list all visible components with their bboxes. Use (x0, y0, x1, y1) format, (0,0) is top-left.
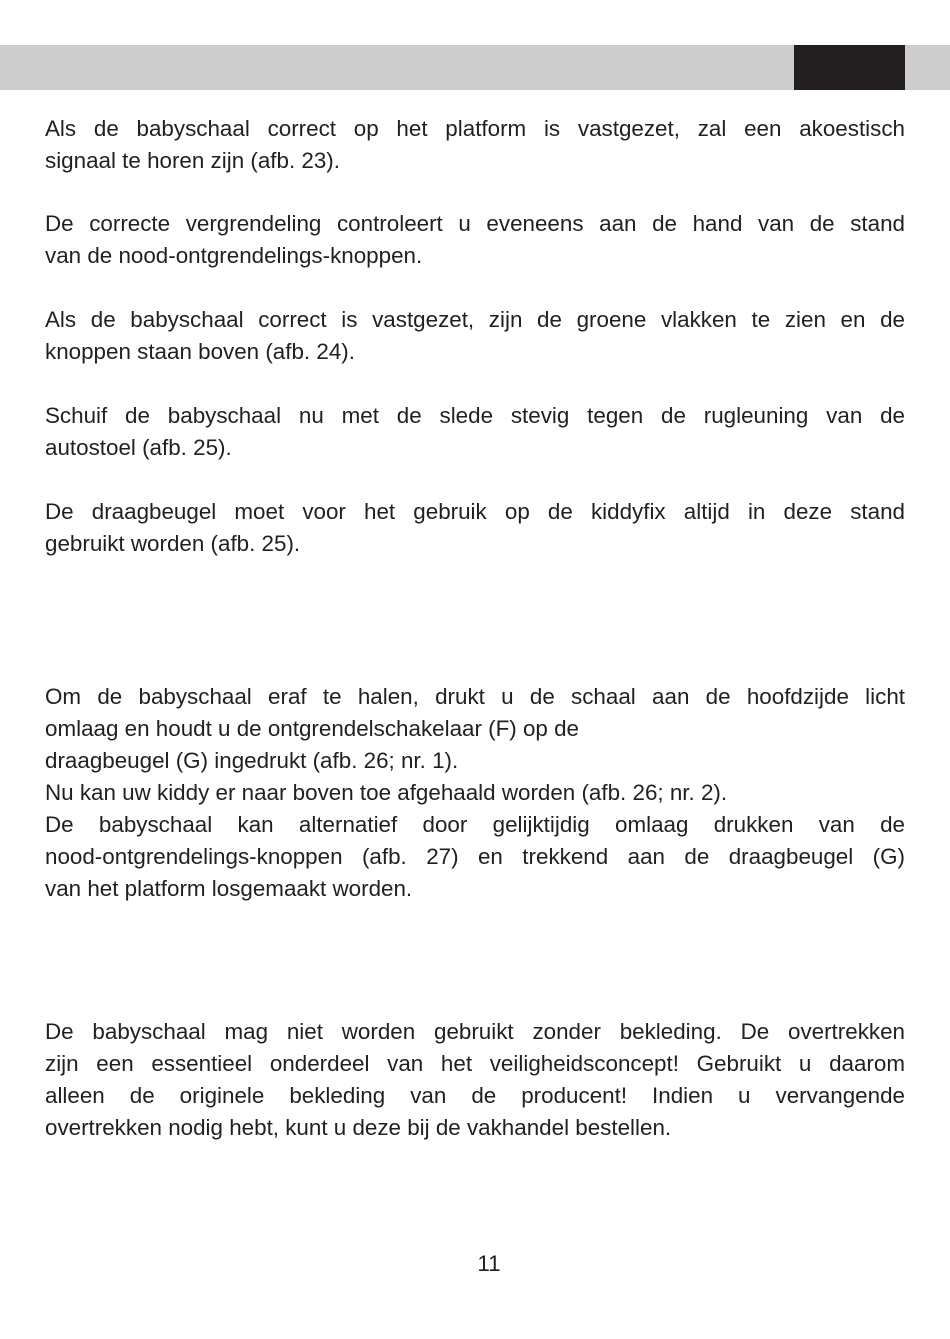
text-line: nood-ontgrendelings-knoppen (afb. 27) en trekkend aan de draagbeugel (G) (45, 844, 905, 869)
paragraph-lock-check (45, 208, 905, 272)
text-line: omlaag en houdt u de ontgrendelschakelaar (F) op de (45, 716, 579, 741)
text-line: zijn een essentieel onderdeel van het veiligheidsconcept! Gebruikt u daarom (45, 1051, 905, 1076)
text-line: signaal te horen zijn (afb. 23). (45, 148, 340, 173)
text-line: De babyschaal mag niet worden gebruikt zonder bekleding. De overtrekken (45, 1019, 905, 1044)
header-tab-marker (794, 45, 905, 90)
text-line: gebruikt worden (afb. 25). (45, 531, 301, 556)
text-line: overtrekken nodig hebt, kunt u deze bij de vakhandel bestellen. (45, 1115, 672, 1140)
page-number: 11 (477, 1251, 501, 1276)
text-line: Om de babyschaal eraf te halen, drukt u de schaal aan de hoofdzijde licht (45, 684, 905, 709)
paragraph-platform-click (45, 113, 905, 177)
text-line: alleen de originele bekleding van de producent! Indien u vervangende (45, 1083, 905, 1108)
paragraph-cover (45, 1016, 905, 1144)
text-line: De draagbeugel moet voor het gebruik op de kiddyfix altijd in deze stand (45, 499, 905, 524)
text-line: Als de babyschaal correct is vastgezet, zijn de groene vlakken te zien en de (45, 307, 905, 332)
text-line: van het platform losgemaakt worden. (45, 876, 413, 901)
text-line: Schuif de babyschaal nu met de slede stevig tegen de rugleuning van de (45, 403, 905, 428)
text-line: autostoel (afb. 25). (45, 435, 232, 460)
text-line: De correcte vergrendeling controleert u eveneens aan de hand van de stand (45, 211, 905, 236)
paragraph-green-indicators (45, 304, 905, 368)
paragraph-slide-seat (45, 400, 905, 464)
text-line: knoppen staan boven (afb. 24). (45, 339, 355, 364)
text-line: De babyschaal kan alternatief door gelijktijdig omlaag drukken van de (45, 812, 905, 837)
paragraph-carry-handle (45, 496, 905, 560)
text-line: Nu kan uw kiddy er naar boven toe afgehaald worden (afb. 26; nr. 2). (45, 780, 728, 805)
text-line: draagbeugel (G) ingedrukt (afb. 26; nr. 1). (45, 748, 459, 773)
text-line: van de nood-ontgrendelings-knoppen. (45, 243, 423, 268)
text-line: Als de babyschaal correct op het platform is vastgezet, zal een akoestisch (45, 116, 905, 141)
paragraph-removal (45, 681, 905, 905)
